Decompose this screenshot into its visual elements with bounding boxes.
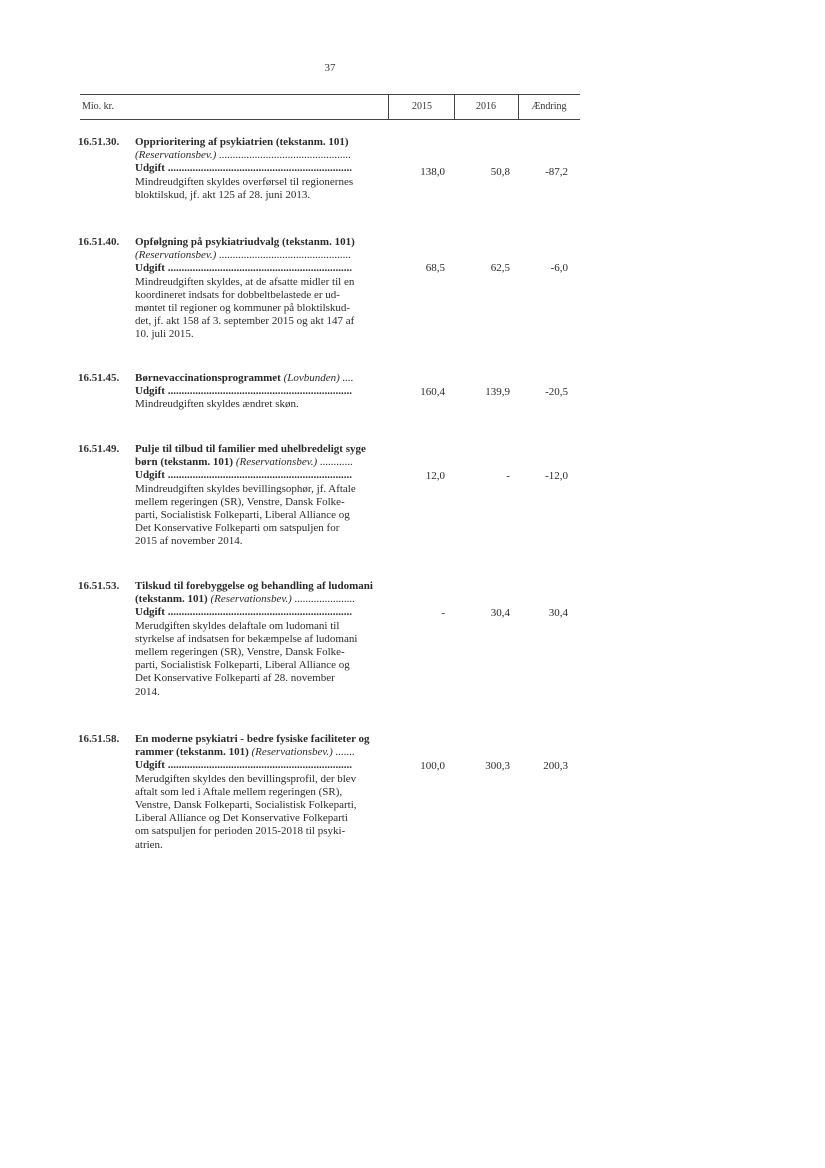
value-change: -12,0 <box>545 470 568 482</box>
entry-title-text: rammer (tekstanm. 101) <box>135 746 249 759</box>
header-year-2015: 2015 <box>412 101 432 112</box>
entry-note-line: Venstre, Dansk Folkeparti, Socialistisk Folkeparti, <box>135 799 357 812</box>
entry-note-line: Liberal Alliance og Det Konservative Folkeparti <box>135 812 348 825</box>
entry-udgift: Udgift ................................................................... <box>135 262 352 275</box>
entry-title-text: (tekstanm. 101) <box>135 593 208 606</box>
entry-title <box>135 372 405 385</box>
entry-note-line: parti, Socialistisk Folkeparti, Liberal Alliance og <box>135 509 350 522</box>
entry-code: 16.51.30. <box>78 136 120 148</box>
entry-body <box>135 733 405 852</box>
entry-title: Tilskud til forebyggelse og behandling af ludomani <box>135 580 373 592</box>
entry-title-line2 <box>135 456 405 469</box>
entry-title-line2 <box>135 746 405 759</box>
value-2016: 50,8 <box>490 166 510 178</box>
value-2015: 138,0 <box>420 166 445 178</box>
entry-note-line: mellem regeringen (SR), Venstre, Dansk Folke- <box>135 646 345 659</box>
page-number: 37 <box>324 62 336 74</box>
entry-body <box>135 236 405 342</box>
entry-code: 16.51.45. <box>78 372 120 384</box>
entry-note-line: 10. juli 2015. <box>135 328 194 341</box>
entry-note-line: Det Konservative Folkeparti om satspuljen for <box>135 522 340 535</box>
entry-note-line: koordineret indsats for dobbeltbelastede er ud- <box>135 288 340 301</box>
value-2016: 300,3 <box>485 760 510 772</box>
entry-title-reservation: (Reservationsbev.) ............ <box>235 456 353 469</box>
entry-body <box>135 136 405 202</box>
entry-udgift: Udgift ................................................................... <box>135 606 352 619</box>
entry-title-reservation: (Reservationsbev.) ....... <box>251 746 355 759</box>
entry-note-line: 2014. <box>135 685 160 698</box>
entry-udgift: Udgift ................................................................... <box>135 759 352 772</box>
value-2015: 12,0 <box>425 470 445 482</box>
entry-note-line: Mindreudgiften skyldes ændret skøn. <box>135 398 299 411</box>
entry-title-reservation: (Reservationsbev.) ...................... <box>210 593 356 606</box>
value-2015: 160,4 <box>420 386 445 398</box>
entry-udgift: Udgift ................................................................... <box>135 385 352 398</box>
entry-note-line: Det Konservative Folkeparti af 28. november <box>135 672 335 685</box>
entry-note-line: mellem regeringen (SR), Venstre, Dansk Folke- <box>135 495 345 508</box>
entry-title-reservation: (Lovbunden) .... <box>283 372 354 384</box>
entry-title-text: Børnevaccinationsprogrammet <box>135 372 281 384</box>
entry-note-line: aftalt som led i Aftale mellem regeringen (SR), <box>135 785 343 798</box>
header-divider <box>388 95 389 119</box>
header-year-2016: 2016 <box>476 101 496 112</box>
value-2016: 139,9 <box>485 386 510 398</box>
entry-note-line: det, jf. akt 158 af 3. september 2015 og akt 147 af <box>135 315 355 328</box>
entry-title-text: børn (tekstanm. 101) <box>135 456 234 469</box>
entry-note-line: om satspuljen for perioden 2015-2018 til psyki- <box>135 825 346 838</box>
value-2015: 68,5 <box>425 262 445 274</box>
entry-title: Opprioritering af psykiatrien (tekstanm. 101) <box>135 136 349 148</box>
value-change: -87,2 <box>545 166 568 178</box>
entry-title: En moderne psykiatri - bedre fysiske faciliteter og <box>135 733 370 745</box>
entry-reservation: (Reservationsbev.) ................................................ <box>135 249 352 262</box>
value-2015: 100,0 <box>420 760 445 772</box>
entry-note-line: atrien. <box>135 838 163 851</box>
entry-note-line: Mindreudgiften skyldes bevillingsophør, jf. Aftale <box>135 482 356 495</box>
entry-title: Opfølgning på psykiatriudvalg (tekstanm. 101) <box>135 236 355 248</box>
entry-body <box>135 580 405 699</box>
value-2015: - <box>441 607 445 619</box>
header-unit: Mio. kr. <box>82 101 114 112</box>
entry-code: 16.51.40. <box>78 236 120 248</box>
entry-body <box>135 372 405 412</box>
entry-code: 16.51.53. <box>78 580 120 592</box>
entry-note-line: styrkelse af indsatsen for bekæmpelse af ludomani <box>135 632 358 645</box>
entry-note-line: parti, Socialistisk Folkeparti, Liberal Alliance og <box>135 659 350 672</box>
entry-note-line: Mindreudgiften skyldes, at de afsatte midler til en <box>135 275 355 288</box>
entry-title: Pulje til tilbud til familier med uhelbredeligt syge <box>135 443 366 455</box>
entry-note-line: Merudgiften skyldes delaftale om ludomani til <box>135 619 340 632</box>
value-change: 30,4 <box>548 607 568 619</box>
value-2016: - <box>506 470 510 482</box>
entry-udgift: Udgift ................................................................... <box>135 162 352 175</box>
entry-body <box>135 443 405 549</box>
entry-code: 16.51.49. <box>78 443 120 455</box>
entry-title-line2 <box>135 593 405 606</box>
entry-note-line: Mindreudgiften skyldes overførsel til regionernes <box>135 175 354 188</box>
header-change: Ændring <box>531 101 567 112</box>
table-header <box>80 94 580 120</box>
value-2016: 30,4 <box>490 607 510 619</box>
entry-note-line: bloktilskud, jf. akt 125 af 28. juni 2013. <box>135 188 311 201</box>
entry-note-line: 2015 af november 2014. <box>135 535 243 548</box>
entry-code: 16.51.58. <box>78 733 120 745</box>
value-change: -20,5 <box>545 386 568 398</box>
value-2016: 62,5 <box>490 262 510 274</box>
entry-note-line: møntet til regioner og kommuner på bloktilskud- <box>135 302 351 315</box>
entry-note-line: Merudgiften skyldes den bevillingsprofil, der blev <box>135 772 357 785</box>
value-change: 200,3 <box>543 760 568 772</box>
entry-reservation: (Reservationsbev.) ................................................ <box>135 149 352 162</box>
value-change: -6,0 <box>550 262 568 274</box>
entry-udgift: Udgift ................................................................... <box>135 469 352 482</box>
